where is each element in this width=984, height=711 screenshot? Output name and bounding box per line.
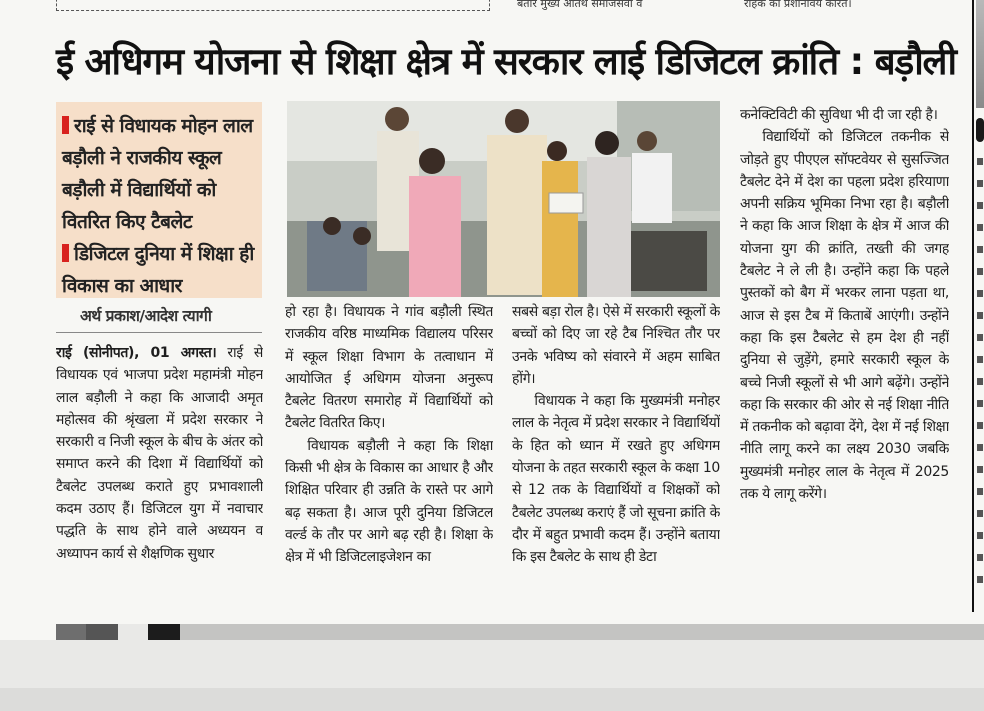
column3-paragraph-2: विधायक ने कहा कि मुख्यमंत्री मनोहर लाल के नेतृत्व में प्रदेश सरकार ने विद्यार्थियों के हित को ध्यान में रखते हुए अधिगम योजना के तहत सरकारी स्कूल के कक्षा 10 से 12 तक के विद्यार्थियों व शिक्षकों को टैबलेट उपलब्ध कराएं हैं जो सूचना क्रांति के दौर में बहुत प्रभावी कदम हैं। उन्होंने बताया कि इस टैबलेट के साथ ही डेटा [512,393,720,566]
top-fragment-left: बतार मुख्य आतथ समाजसवा व [517,0,643,10]
column4-paragraph-1: कनेक्टिविटी की सुविधा भी दी जा रही है। [740,107,938,123]
page-footer-bar [56,624,984,640]
column1-text: राई से विधायक एवं भाजपा प्रदेश महामंत्री मोहन लाल बड़ौली ने कहा कि आजादी अमृत महोत्सव की श्रृंखला में प्रदेश सरकार ने सरकारी व निजी स्कूल के बीच के अंतर को समाप्त करने की दिशा में विद्यार्थियों को टैबलेट उपलब्ध कराते हुए प्रभावशाली कदम उठाए हैं। डिजिटल युग में नवाचार पद्धति के साथ होने वाले अध्ययन व अध्यापन कार्य से शैक्षणिक सुधार [56,345,263,562]
article-headline: ई अधिगम योजना से शिक्षा क्षेत्र में सरकार लाई डिजिटल क्रांति : बड़ौली [56,40,956,83]
highlights-box [56,102,262,298]
column4-paragraph-2: विद्यार्थियों को डिजिटल तकनीक से जोड़ते हुए पीएएल सॉफ्टवेयर से सुसज्जित टैबलेट देने में देश का पहला प्रदेश हरियाणा अपनी सक्रिय भूमिका निभा रहा है। बड़ौली ने कहा कि आज शिक्षा के क्षेत्र में आज की योजना युग की क्रांति, तख्ती की जगह टैबलेट ने ले ली है। उन्होंने कहा कि पहले पुस्तकों को बैग में भरकर लाना पड़ता था, आज से इस टैब में किताबें आएंगी। उन्होंने कहा कि इस टैबलेट से हम देश ही नहीं दुनिया से जुड़ेंगे, हमारे सरकारी स्कूल के बच्चे निजी स्कूलों से भी आगे बढ़ेंगे। उन्होंने कहा कि सरकार की ओर से नई शिक्षा नीति में तकनीक को बढ़ावा देंगे, देश में नई शिक्षा नीति लागू करने का लक्ष्य 2030 जबकि मुख्यमंत्री मनोहर लाल के नेतृत्व में 2025 तक ये लागू करेंगे। [740,129,949,503]
adjacent-heading-fragment [976,118,984,142]
column1-paragraph [56,342,263,565]
highlight-item-1 [62,110,256,238]
article-column-2 [285,301,493,612]
highlight-item-2 [62,238,256,302]
column2-paragraph-2: विधायक बड़ौली ने कहा कि शिक्षा किसी भी क्षेत्र के विकास का आधार है और शिक्षित परिवार ही उन्नति के रास्ते पर आगे बढ़ सकता है। आज पूरी दुनिया डिजिटल वर्ल्ड के तौर पर आगे बढ़ रही है। शिक्षा के क्षेत्र में भी डिजिटलाइजेशन का [285,437,493,566]
column2-paragraph-1: हो रहा है। विधायक ने गांव बड़ौली स्थित राजकीय वरिष्ठ माध्यमिक विद्यालय परिसर में स्कूल शिक्षा विभाग के तत्वाधान में आयोजित ई अधिगम योजना अनुरूप टैबलेट वितरण समारोह में विद्यार्थियों को टैबलेट वितरित किए। [285,304,493,432]
dateline: राई (सोनीपत), 01 अगस्त। [56,345,217,361]
article-column-4 [740,104,949,612]
viewer-bottom-band [0,640,984,711]
highlight-text-1: राई से विधायक मोहन लाल बड़ौली ने राजकीय स्कूल बड़ौली में विद्यार्थियों को वितरित किए टैबलेट [62,115,253,233]
red-bullet-marker [62,244,69,262]
byline: अर्थ प्रकाश/आदेश त्यागी [80,307,212,325]
red-bullet-marker [62,116,69,134]
column3-paragraph-1: सबसे बड़ा रोल है। ऐसे में सरकारी स्कूलों के बच्चों को दिए जा रहे टैब निश्चित तौर पर उनके भविष्य को संवारने में अहम साबित होंगे। [512,304,720,387]
byline-rule [56,332,262,333]
article-column-3 [512,301,720,612]
adjacent-article-edge [976,0,984,612]
adjacent-photo [976,0,984,108]
news-photo [287,101,720,297]
previous-article-box [56,0,490,11]
top-fragment-right: राहक का प्रशानावय कारत। [744,0,852,10]
column-divider-rule [972,0,974,612]
top-strip [0,0,984,14]
article-column-1 [56,342,263,612]
highlight-text-2: डिजिटल दुनिया में शिक्षा ही विकास का आधार [62,243,254,297]
tablet-distribution-photo [287,101,720,297]
